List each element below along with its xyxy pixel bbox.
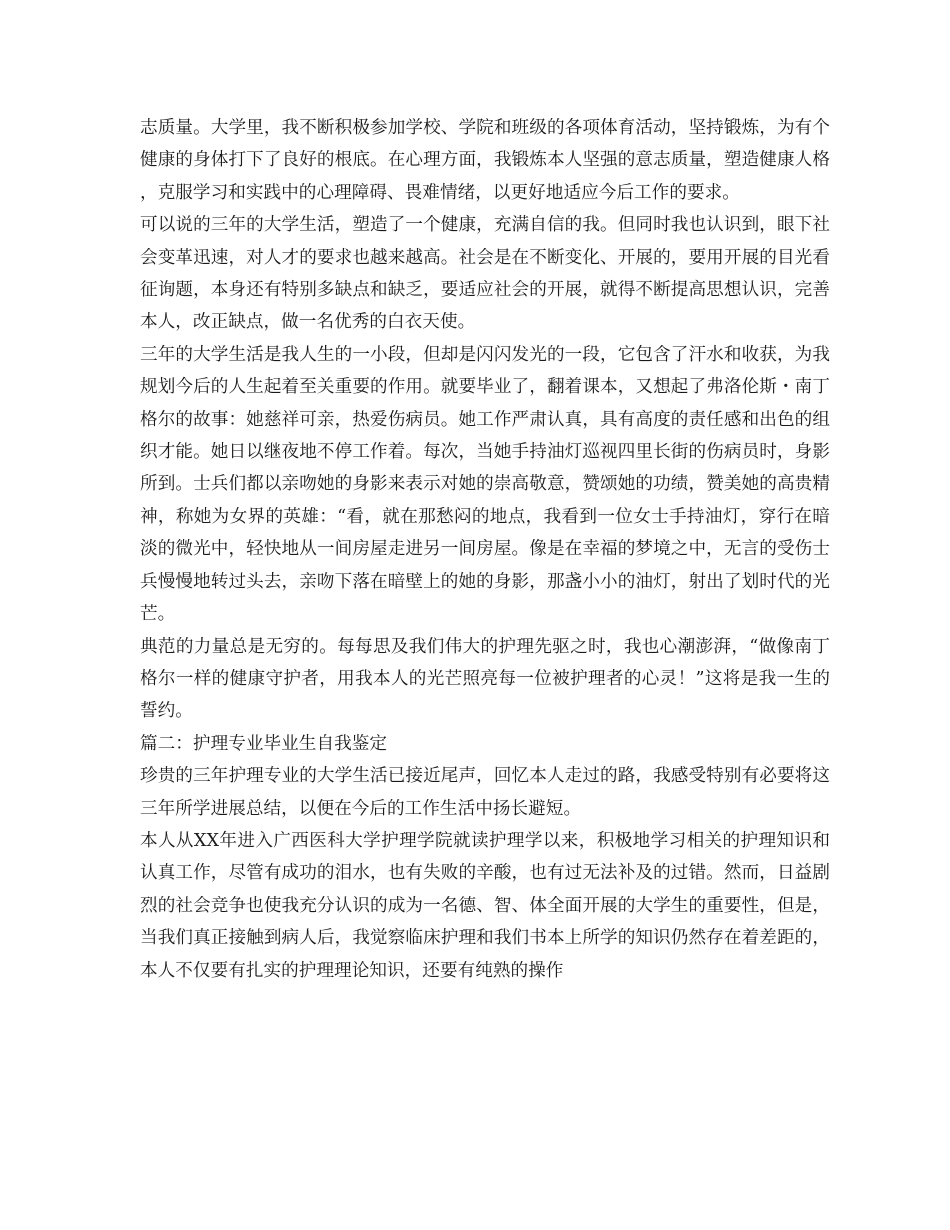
paragraph-self-discipline: 志质量。大学里，我不断积极参加学校、学院和班级的各项体育活动，坚持锻炼，为有个健康的身体打下了良好的根底。在心理方面，我锻炼本人坚强的意志质量，塑造健康人格，克服学习和实践中的心理障碍、畏难情绪，以更好地适应今后工作的要求。	[140, 118, 830, 203]
paragraph-summary-intro: 珍贵的三年护理专业的大学生活已接近尾声，回忆本人走过的路，我感受特别有必要将这三年所学进展总结，以便在今后的工作生活中扬长避短。	[140, 766, 830, 819]
paragraph-study-experience: 本人从XX年进入广西医科大学护理学院就读护理学以来，积极地学习相关的护理知识和认真工作，尽管有成功的泪水，也有失败的辛酸，也有过无法补及的过错。然而，日益剧烈的社会竞争也使我充分认识的成为一名德、智、体全面开展的大学生的重要性，但是，当我们真正接触到病人后，我觉察临床护理和我们书本上所学的知识仍然存在着差距的，本人不仅要有扎实的护理理论知识，还要有纯熟的操作	[140, 830, 830, 981]
section-heading-part-two: 篇二：护理专业毕业生自我鉴定	[140, 733, 388, 754]
paragraph-three-years-reflection: 可以说的三年的大学生活，塑造了一个健康，充满自信的我。但同时我也认识到，眼下社会变革迅速，对人才的要求也越来越高。社会是在不断变化、开展的，要用开展的目光看征询题，本身还有特别多缺点和缺乏，要适应社会的开展，就得不断提高思想认识，完善本人，改正缺点，做一名优秀的白衣天使。	[140, 215, 830, 333]
paragraph-nightingale-story: 三年的大学生活是我人生的一小段，但却是闪闪发光的一段，它包含了汗水和收获，为我规划今后的人生起着至关重要的作用。就要毕业了，翻着课本，又想起了弗洛伦斯・南丁格尔的故事：她慈祥可亲，热爱伤病员。她工作严肃认真，具有高度的责任感和出色的组织才能。她日以继夜地不停工作着。每次，当她手持油灯巡视四里长街的伤病员时，身影所到。士兵们都以亲吻她的身影来表示对她的崇高敬意，赞颂她的功绩，赞美她的高贵精神，称她为女界的英雄：“看，就在那愁闷的地点，我看到一位女士手持油灯，穿行在暗淡的微光中，轻快地从一间房屋走进另一间房屋。像是在幸福的梦境之中，无言的受伤士兵慢慢地转过头去，亲吻下落在暗壁上的她的身影，那盏小小的油灯，射出了划时代的光芒。	[140, 344, 830, 625]
paragraph-vow: 典范的力量总是无穷的。每每思及我们伟大的护理先驱之时，我也心潮澎湃，“做像南丁格尔一样的健康守护者，用我本人的光芒照亮每一位被护理者的心灵！”这将是我一生的誓约。	[140, 636, 830, 722]
document-body	[140, 112, 830, 987]
